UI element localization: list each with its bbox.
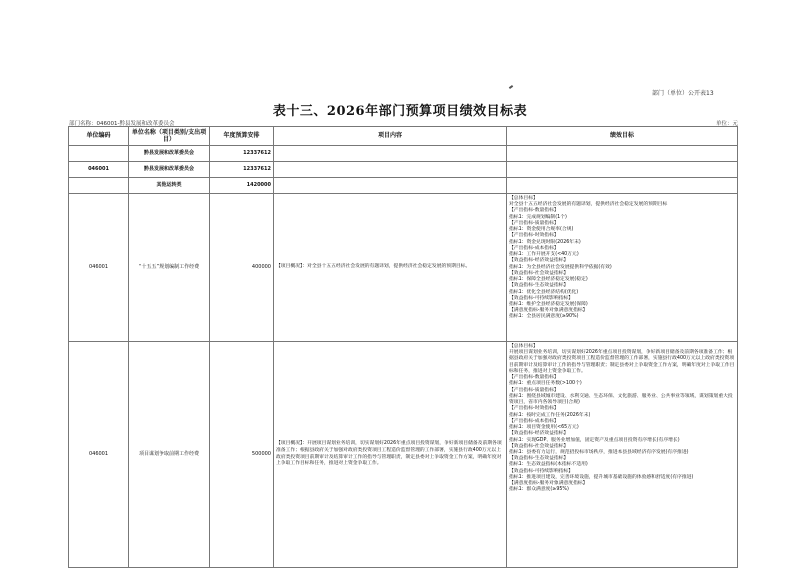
table-header-row bbox=[69, 127, 738, 146]
unit-name-cell: 黔县发展和改革委员会 bbox=[129, 146, 210, 162]
performance-table bbox=[68, 126, 738, 568]
content-cell: 【项目概况】：开展项目谋划业务培训，切实谋划好2026年重点项目投资谋划，争好新项目储备及前期各项准备工作；根据县政府关于加强对政府类投资项目工程造价监督管理的工作部署，实施县行政400万元以上政府类投资项目前期审计及结算审计工作的指导与管理职责，制定县委对上争取资金工作方案，明确年度对上争取工作目标和任务，推进对上资金争取工作。 bbox=[274, 342, 507, 568]
budget-cell: 12337612 bbox=[210, 162, 274, 178]
content-cell bbox=[274, 162, 507, 178]
column-header: 绩效目标 bbox=[507, 127, 738, 146]
table-row bbox=[69, 146, 738, 162]
target-cell bbox=[507, 146, 738, 162]
unit-label: 单位：元 bbox=[715, 121, 738, 127]
target-cell bbox=[507, 162, 738, 178]
target-cell: 【总体目标】 开展项目谋划业务培训，切实谋划好2026年重点项目投资谋划，争好新项目储备及前期各项准备工作；根据县政府关于加强对政府类投资项目工程造价监督管理的工作部署，实施县行政400万元以上政府类投资项目前期审计及结算审计工作的指导与管理职责；制定县委对上争取资金工作方案，明确年度对上争取工作目标和任务，推进对上资金争取工作。 【产出指标-数量指标】 指标1：重点项目任务数(>100个) 【产出指标-质量指标】 指标1：围绕县域城市建设、水利交通、生态环保、文化旅游、服务业、公共事业等领域，谋划策划重大投资项目，省市内各领导项目(合规) 【产出指标-时效指标】 指标1：按时完成工作任务(2026年末) 【产出指标-成本指标】 指标1：项目资金使用(<65万元) 【效益指标-经济效益指标】 指标1：实现GDP、服务业增加值，固定资产及重点项目投资有序增长(有序增长) 【效益指标-社会效益指标】 指标1：县委有力运行，规范招投标市场秩序，推进本县县域经济有序发展(有序推进) 【效益指标-生态效益指标】 指标1：生态效益指标(本指标不适用) 【效益指标-可持续影响指标】 指标1：推进项目建设，完善环境设施，提升城市基础设施的体验感和舒适度(有序推进) 【满意度指标-服务对象满意度指标】 指标1：群众满意度(≥95%) bbox=[507, 342, 738, 568]
column-header: 年度预算安排 bbox=[210, 127, 274, 146]
unit-code-cell: 046001 bbox=[69, 162, 129, 178]
unit-name-cell: “十五五”规划编制工作经费 bbox=[129, 194, 210, 342]
stray-mark bbox=[509, 85, 513, 89]
content-cell bbox=[274, 146, 507, 162]
budget-cell: 1420000 bbox=[210, 178, 274, 194]
unit-code-cell bbox=[69, 146, 129, 162]
column-header: 项目内容 bbox=[274, 127, 507, 146]
table-row bbox=[69, 162, 738, 178]
form-number: 部门（单位）公开表13 bbox=[652, 90, 714, 97]
target-cell: 【总体目标】 对全县十五五经济社会发展的有题译划，提供经济社会稳定发展的预期目标 【产出指标-数量指标】 指标1：完成规划编制(1个) 【产出指标-质量指标】 指标1：资金使用合规率(合规) 【产出指标-时效指标】 指标1：资金兑现时限(2026年末) 【产出指标-成本指标】 指标1：工作开展开支(<40万元) 【效益指标-经济效益指标】 指标1：为全县经济社会发展提供科学依据(有效) 【效益指标-社会效益指标】 指标1：保障全县经济稳定发展(稳定) 【效益指标-生态效益指标】 指标1：优化全县经济结构(优化) 【效益指标-可持续影响指标】 指标1：维护全县经济稳定发展(保障) 【满意度指标-服务对象满意度指标】 指标1：全县居民满意度(≥90%) bbox=[507, 194, 738, 342]
content-cell: 【项目概况】：对全县十五五经济社会发展的有题译划，提供经济社会稳定发展的预期目标。 bbox=[274, 194, 507, 342]
budget-cell: 500000 bbox=[210, 342, 274, 568]
content-cell bbox=[274, 178, 507, 194]
column-header: 单位名称（项目类别/支出项目） bbox=[129, 127, 210, 146]
unit-code-cell: 046001 bbox=[69, 194, 129, 342]
unit-code-cell: 046001 bbox=[69, 342, 129, 568]
table-row bbox=[69, 178, 738, 194]
column-header: 单位编码 bbox=[69, 127, 129, 146]
budget-cell: 400000 bbox=[210, 194, 274, 342]
unit-name-cell: 其他运转类 bbox=[129, 178, 210, 194]
department-label: 部门名称：046001-黔县发展和改革委员会 bbox=[69, 121, 175, 127]
unit-name-cell: 项目谋划争取前期工作经费 bbox=[129, 342, 210, 568]
unit-code-cell bbox=[69, 178, 129, 194]
table-row bbox=[69, 342, 738, 568]
budget-cell: 12337612 bbox=[210, 146, 274, 162]
target-cell bbox=[507, 178, 738, 194]
table-row bbox=[69, 194, 738, 342]
page-title: 表十三、2026年部门预算项目绩效目标表 bbox=[272, 104, 528, 119]
unit-name-cell: 黔县发展和改革委员会 bbox=[129, 162, 210, 178]
